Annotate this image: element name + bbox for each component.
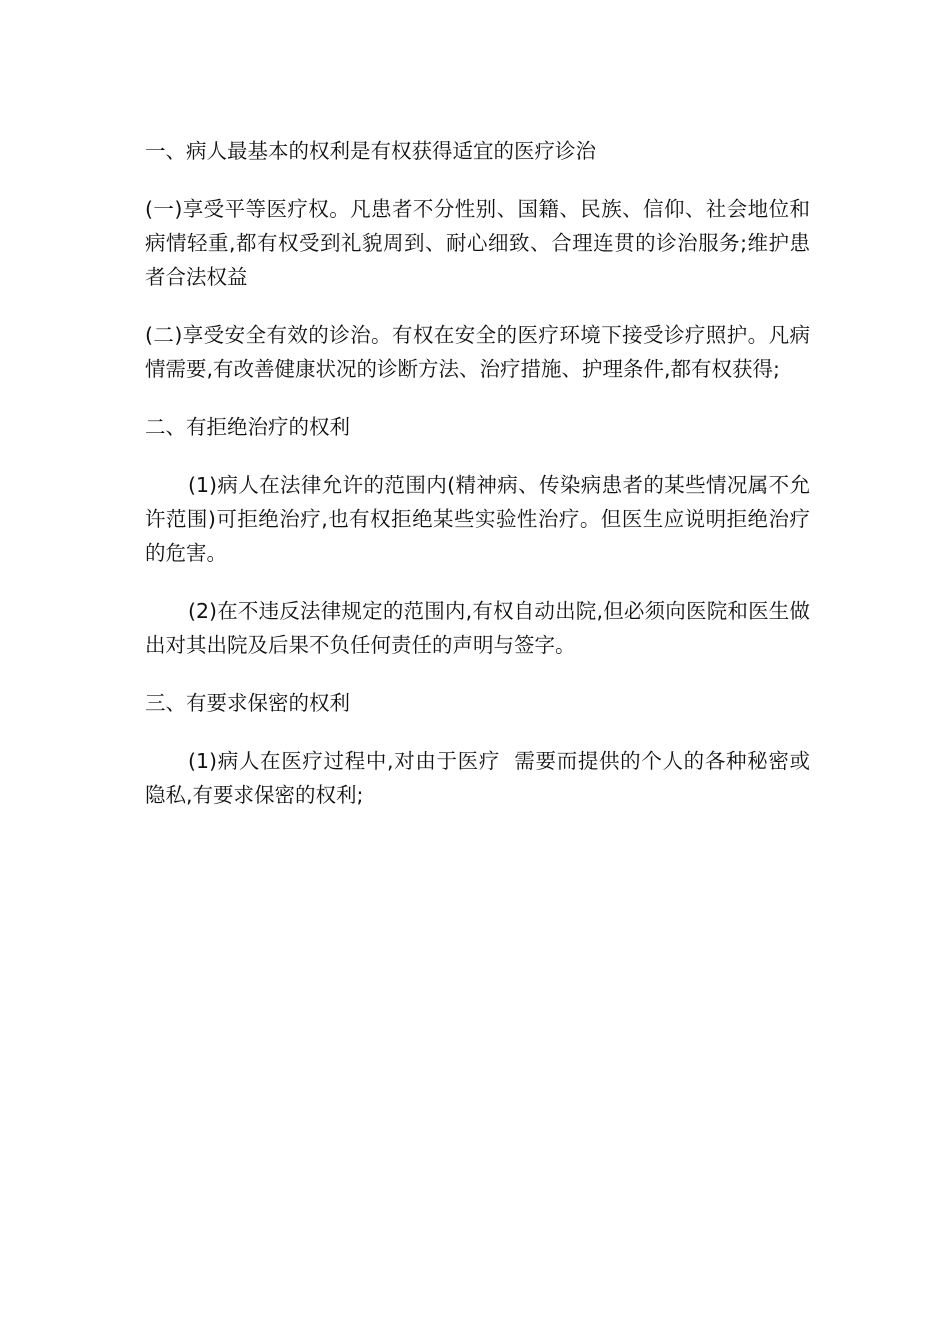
section-heading-3: 三、有要求保密的权利 bbox=[145, 691, 350, 715]
section-heading-2: 二、有拒绝治疗的权利 bbox=[145, 415, 350, 439]
section-heading-1: 一、病人最基本的权利是有权获得适宜的医疗诊治 bbox=[145, 139, 596, 163]
paragraph-safe-treatment: (二)享受安全有效的诊治。有权在安全的医疗环境下接受诊疗照护。凡病情需要,有改善健康状况的诊断方法、治疗措施、护理条件,都有权获得; bbox=[145, 323, 810, 381]
paragraph-voluntary-discharge: (2)在不违反法律规定的范围内,有权自动出院,但必须向医院和医生做出对其出院及后果不负任何责任的声明与签字。 bbox=[145, 599, 810, 657]
document-body bbox=[145, 134, 810, 836]
paragraph-refuse-treatment: (1)病人在法律允许的范围内(精神病、传染病患者的某些情况属不允许范围)可拒绝治疗,也有权拒绝某些实验性治疗。但医生应说明拒绝治疗的危害。 bbox=[145, 473, 810, 565]
paragraph-confidentiality: (1)病人在医疗过程中,对由于医疗 需要而提供的个人的各种秘密或隐私,有要求保密的权利; bbox=[145, 749, 810, 807]
paragraph-equal-treatment: (一)享受平等医疗权。凡患者不分性别、国籍、民族、信仰、社会地位和病情轻重,都有权受到礼貌周到、耐心细致、合理连贯的诊治服务;维护患者合法权益 bbox=[145, 197, 810, 289]
